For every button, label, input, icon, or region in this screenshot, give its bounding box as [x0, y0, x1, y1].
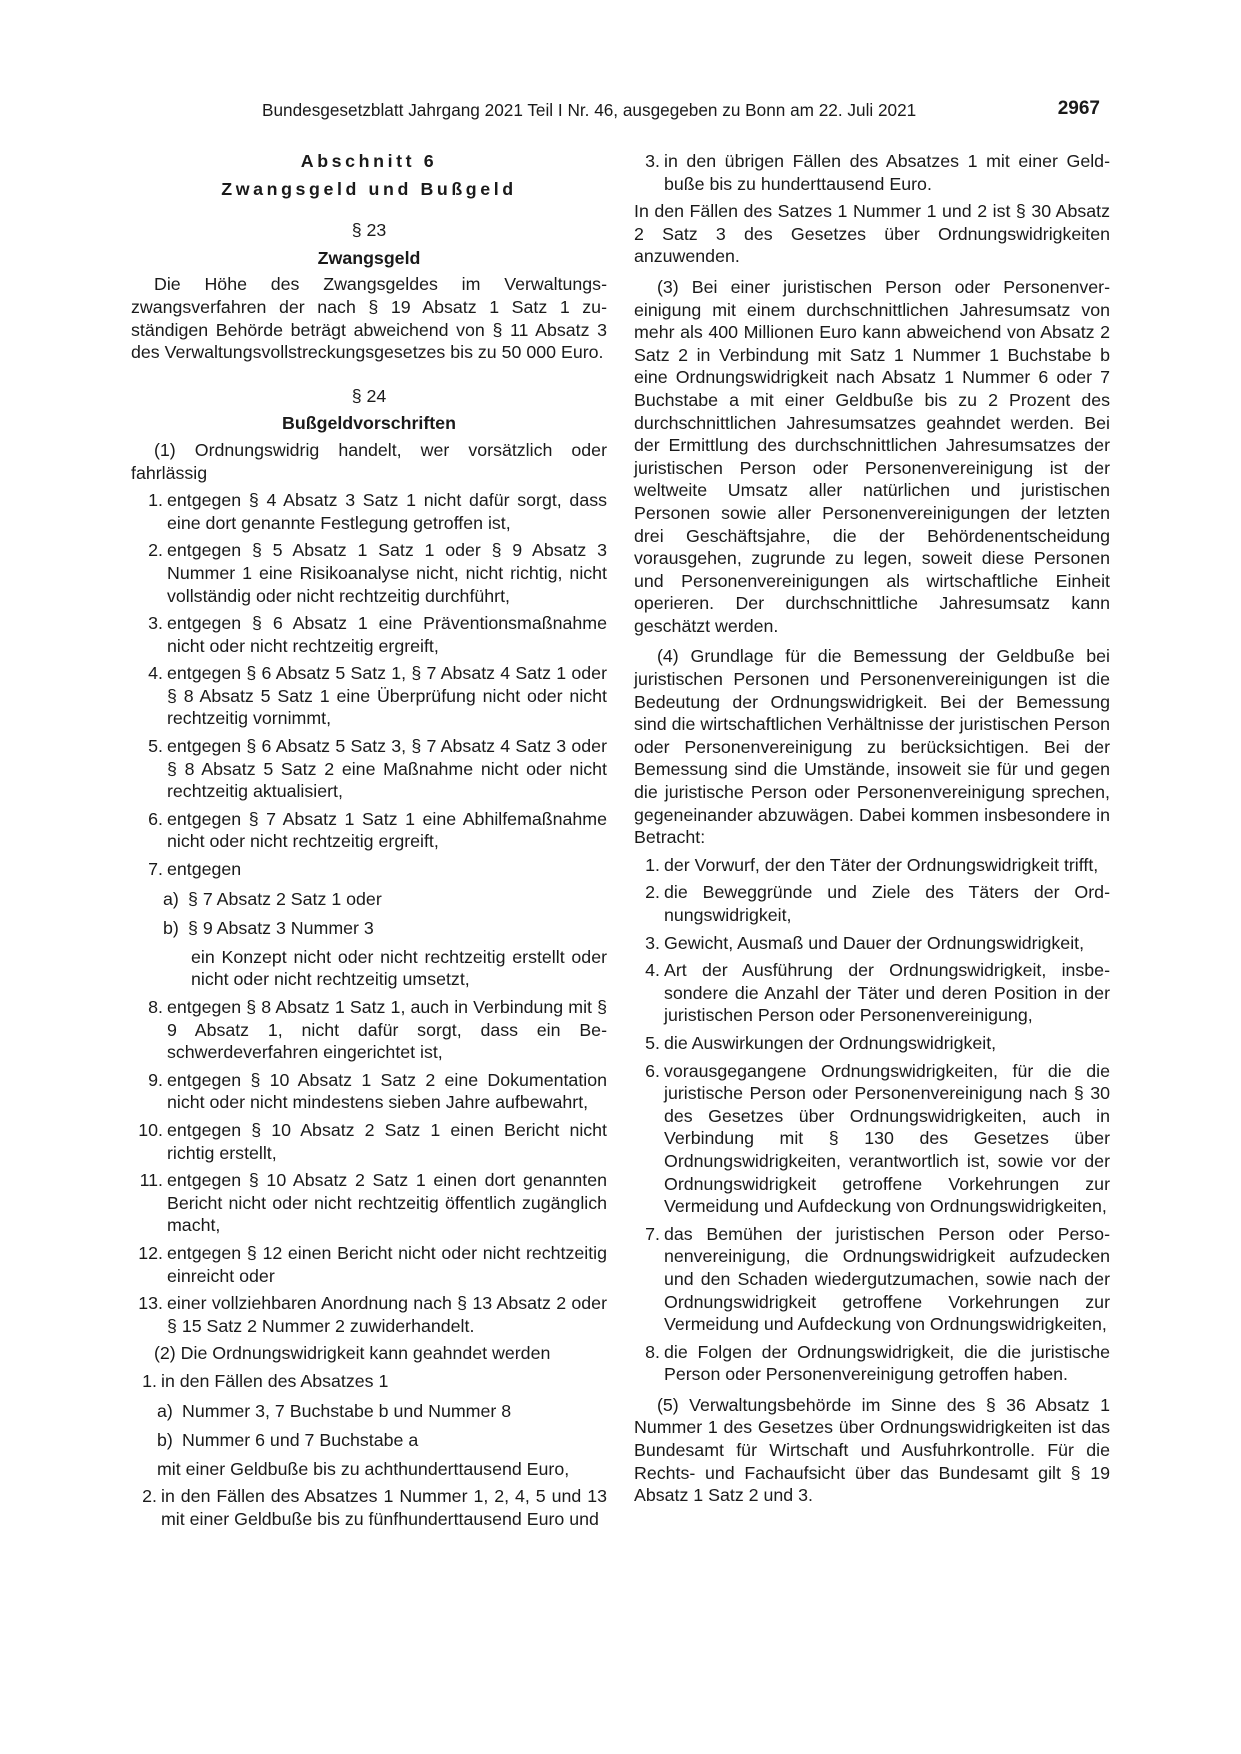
sub-item-label: a) — [163, 888, 179, 909]
list-item — [634, 959, 1110, 1027]
page-number: 2967 — [1057, 98, 1100, 119]
paragraph-24-title: Bußgeldvorschriften — [282, 413, 456, 434]
item-1-continuation: mit einer Geldbuße bis zu achthunderttausend Euro, — [157, 1458, 570, 1479]
page-header — [262, 100, 1100, 124]
item-text: die Folgen der Ordnungswidrigkeit, die die juristische Person oder Personenvereinigung getroffen haben. — [664, 1341, 1110, 1385]
paragraph-23-number: § 23 — [351, 220, 387, 241]
item-number: 3. — [645, 151, 660, 171]
item-number: 7. — [148, 859, 163, 880]
item-number: 7. — [645, 1223, 660, 1244]
list-item — [634, 1060, 1110, 1218]
item-text: das Bemühen der juristischen Person oder Personenvereinigung, die Ordnungswidrigkeit aufzudecken und den Schaden wiedergutzumachen, sowie nach der Ordnungswidrigkeit getroffene Vorkehrungen zur Vermeidung und Aufdeckung von Ordnungswidrigkeiten, — [664, 1223, 1110, 1335]
item-number: 4. — [148, 663, 163, 684]
item-number: 1. — [142, 1370, 157, 1391]
item-number: 5. — [645, 1032, 660, 1053]
list-item — [131, 1069, 607, 1114]
item-number: 8. — [645, 1341, 660, 1362]
sub-item-text: Nummer 6 und 7 Buchstabe a — [182, 1430, 419, 1451]
paragraph-23-title: Zwangsgeld — [317, 247, 421, 268]
item-text: entgegen § 10 Absatz 1 Satz 2 eine Dokumentation nicht oder nicht mindestens sieben Jahre aufbewahrt, — [167, 1069, 607, 1113]
list-item — [131, 1485, 607, 1530]
item-number: 10. — [138, 1119, 163, 1140]
list-item — [131, 735, 607, 803]
section-heading: Abschnitt 6 — [300, 151, 438, 171]
item-text: einer vollziehbaren Anordnung nach § 13 Absatz 2 oder § 15 Satz 2 Nummer 2 zuwiderhandelt. — [167, 1293, 607, 1336]
item-number: 9. — [148, 1069, 163, 1090]
list-item — [131, 1292, 607, 1337]
list-item — [131, 1242, 607, 1287]
item-text: entgegen § 5 Absatz 1 Satz 1 oder § 9 Absatz 3 Nummer 1 eine Risikoanalyse nicht, nicht richtig, nicht vollständig oder nicht rechtzeitig durchführt, — [167, 540, 607, 606]
item-text: in den übrigen Fällen des Absatzes 1 mit einer Geldbuße bis zu hunderttausend Euro. — [664, 151, 1110, 194]
sub-item — [157, 1400, 607, 1423]
item-text: Gewicht, Ausmaß und Dauer der Ordnungswidrigkeit, — [664, 932, 1085, 953]
item-text: entgegen — [167, 859, 242, 880]
list-item — [634, 1223, 1110, 1336]
paragraph-24-abs2-intro: (2) Die Ordnungswidrigkeit kann geahndet werden — [154, 1343, 551, 1364]
list-item — [131, 808, 607, 853]
list-item — [131, 1169, 607, 1237]
item-text: entgegen § 6 Absatz 5 Satz 1, § 7 Absatz 4 Satz 1 oder § 8 Absatz 5 Satz 1 eine Überprüfung nicht oder nicht rechtzeitig vornimmt, — [167, 663, 607, 729]
item-7-continuation: ein Konzept nicht oder nicht rechtzeitig erstellt oder nicht oder nicht rechtzeitig umsetzt, — [191, 946, 607, 990]
paragraph-24-abs5: (5) Verwaltungsbehörde im Sinne des § 36 Absatz 1 Nummer 1 des Gesetzes über Ordnungswidrigkeiten ist das Bundesamt für Wirtschaft und Ausfuhrkontrolle. Für die Rechts- und Fachaufsicht über das Bundesamt gilt § 19 Absatz 1 Satz 2 und 3. — [634, 1394, 1110, 1506]
sub-item — [157, 1429, 607, 1452]
running-header: Bundesgesetzblatt Jahrgang 2021 Teil I Nr. 46, ausgegeben zu Bonn am 22. Juli 2021 — [262, 100, 917, 120]
list-item — [634, 150, 1110, 195]
item-number: 5. — [148, 736, 163, 757]
item-number: 11. — [139, 1170, 163, 1191]
list-item — [634, 932, 1110, 955]
list-item — [131, 612, 607, 657]
item-text: Art der Ausführung der Ordnungswidrigkeit, insbesondere die Anzahl der Täter und deren Position in der juristischen Person oder Personenvereinigung, — [664, 960, 1110, 1026]
sub-item-text: Nummer 3, 7 Buchstabe b und Nummer 8 — [182, 1400, 512, 1421]
paragraph-23-text: Die Höhe des Zwangsgeldes im Verwaltungszwangsverfahren der nach § 19 Absatz 1 Satz 1 zuständigen Behörde beträgt abweichend von § 11 Absatz 3 des Verwaltungsvollstreckungsgesetzes bis zu 50 000 Euro. — [131, 274, 607, 363]
sub-item — [163, 888, 607, 911]
item-text: die Beweggründe und Ziele des Täters der Ordnungswidrigkeit, — [664, 882, 1110, 925]
right-column — [634, 150, 1110, 1507]
item-text: in den Fällen des Absatzes 1 Nummer 1, 2, 4, 5 und 13 mit einer Geldbuße bis zu fünfhunderttausend Euro und — [161, 1486, 607, 1529]
list-item — [131, 1119, 607, 1164]
paragraph-24-abs4: (4) Grundlage für die Bemessung der Geldbuße bei juristischen Personen und Personenvereinigungen ist die Bedeutung der Ordnungswidrigkeit. Bei der Bemessung sind die wirtschaftlichen Verhältnisse der juristischen Person oder Personenvereinigung zu berücksichtigen. Bei der Bemessung sind die Umstände, insoweit sie für und gegen die juristische Person oder Personenvereinigung sprechen, gegeneinander abzuwägen. Dabei kommen insbesondere in Betracht: — [634, 646, 1110, 848]
item-text: entgegen § 10 Absatz 2 Satz 1 einen Bericht nicht richtig erstellt, — [167, 1119, 607, 1163]
item-number: 3. — [148, 613, 163, 634]
item-number: 4. — [645, 960, 660, 981]
item-text: entgegen § 10 Absatz 2 Satz 1 einen dort genannten Bericht nicht oder nicht rechtzeitig öffentlich zugänglich macht, — [167, 1170, 607, 1236]
list-item — [634, 1341, 1110, 1386]
list-item — [131, 539, 607, 607]
list-item — [634, 854, 1110, 877]
list-item — [634, 881, 1110, 926]
item-number: 2. — [645, 882, 660, 903]
item-number: 2. — [148, 540, 163, 561]
list-item — [131, 1370, 607, 1393]
item-number: 2. — [142, 1486, 157, 1507]
item-number: 6. — [645, 1060, 660, 1081]
item-text: der Vorwurf, der den Täter der Ordnungswidrigkeit trifft, — [664, 854, 1099, 875]
sub-item-label: b) — [157, 1430, 173, 1451]
item-number: 8. — [148, 997, 163, 1017]
item-number: 6. — [148, 808, 163, 829]
list-item — [131, 996, 607, 1064]
item-text: die Auswirkungen der Ordnungswidrigkeit, — [664, 1032, 997, 1053]
item-text: entgegen § 6 Absatz 5 Satz 3, § 7 Absatz 4 Satz 3 oder § 8 Absatz 5 Satz 2 eine Maßnahme nicht oder nicht rechtzeitig aktualisiert, — [167, 736, 607, 802]
item-text: entgegen § 6 Absatz 1 eine Präventionsmaßnahme nicht oder nicht rechtzeitig ergreift, — [167, 613, 607, 656]
list-item — [131, 858, 607, 881]
item-text: in den Fällen des Absatzes 1 — [161, 1370, 389, 1391]
item-text: entgegen § 8 Absatz 1 Satz 1, auch in Verbindung mit § 9 Absatz 1, nicht dafür sorgt, dass ein Beschwerdeverfahren eingerichtet ist, — [167, 997, 607, 1063]
item-text: entgegen § 12 einen Bericht nicht oder nicht rechtzeitig einreicht oder — [167, 1242, 607, 1286]
item-number: 12. — [138, 1242, 163, 1263]
sub-item — [163, 917, 607, 940]
section-title: Zwangsgeld und Bußgeld — [221, 178, 517, 199]
item-number: 1. — [148, 490, 163, 511]
paragraph-24-abs1-intro: (1) Ordnungswidrig handelt, wer vorsätzlich oder fahrlässig — [131, 439, 607, 483]
item-number: 3. — [645, 932, 660, 953]
abs2-closing-text: In den Fällen des Satzes 1 Nummer 1 und 2 ist § 30 Absatz 2 Satz 3 des Gesetzes über Ordnungswidrigkeiten anzuwenden. — [634, 201, 1110, 267]
item-number: 1. — [645, 854, 660, 875]
sub-item-text: § 7 Absatz 2 Satz 1 oder — [188, 888, 382, 909]
list-item — [131, 489, 607, 534]
paragraph-24-number: § 24 — [351, 385, 387, 406]
item-text: entgegen § 4 Absatz 3 Satz 1 nicht dafür sorgt, dass eine dort genannte Festlegung getroffen ist, — [167, 490, 607, 533]
sub-item-label: b) — [163, 918, 179, 939]
item-number: 13. — [138, 1293, 163, 1314]
sub-item-label: a) — [157, 1400, 173, 1421]
paragraph-24-abs3: (3) Bei einer juristischen Person oder Personenvereinigung mit einem durchschnittlichen Jahresumsatz von mehr als 400 Millionen Euro kann abweichend von Absatz 2 Satz 2 in Verbindung mit Satz 1 Nummer 1 Buchstabe b eine Ordnungswidrigkeit nach Absatz 1 Nummer 6 oder 7 Buchstabe a mit einer Geldbuße bis zu 2 Prozent des durchschnittlichen Jahresumsatzes geahndet werden. Bei der Ermittlung des durchschnittlichen Jahresumsatzes der juristischen Person oder Personenvereinigung ist der weltweite Umsatz aller natürlichen und juristischen Personen sowie aller Personenvereinigungen der letzten drei Geschäftsjahre, die der Behördenentscheidung vorausgehen, zugrunde zu legen, soweit diese Personen und Personenvereinigungen als wirtschaftliche Einheit operieren. Der durchschnittliche Jahresumsatz kann geschätzt werden. — [634, 276, 1110, 636]
left-column — [131, 150, 607, 1530]
item-text: vorausgegangene Ordnungswidrigkeiten, für die die juristische Person oder Personenvereinigung nach § 30 des Gesetzes über Ordnungswidrigkeiten, auch in Verbindung mit § 130 des Gesetzes über Ordnungswidrigkeiten, verantwortlich ist, sowie vor der Ordnungswidrigkeit getroffene Vorkehrungen zur Vermeidung und Aufdeckung von Ordnungswidrigkeiten, — [664, 1060, 1110, 1217]
list-item — [634, 1032, 1110, 1055]
item-text: entgegen § 7 Absatz 1 Satz 1 eine Abhilfemaßnahme nicht oder nicht rechtzeitig ergreift, — [167, 808, 607, 852]
list-item — [131, 662, 607, 730]
sub-item-text: § 9 Absatz 3 Nummer 3 — [188, 918, 374, 939]
